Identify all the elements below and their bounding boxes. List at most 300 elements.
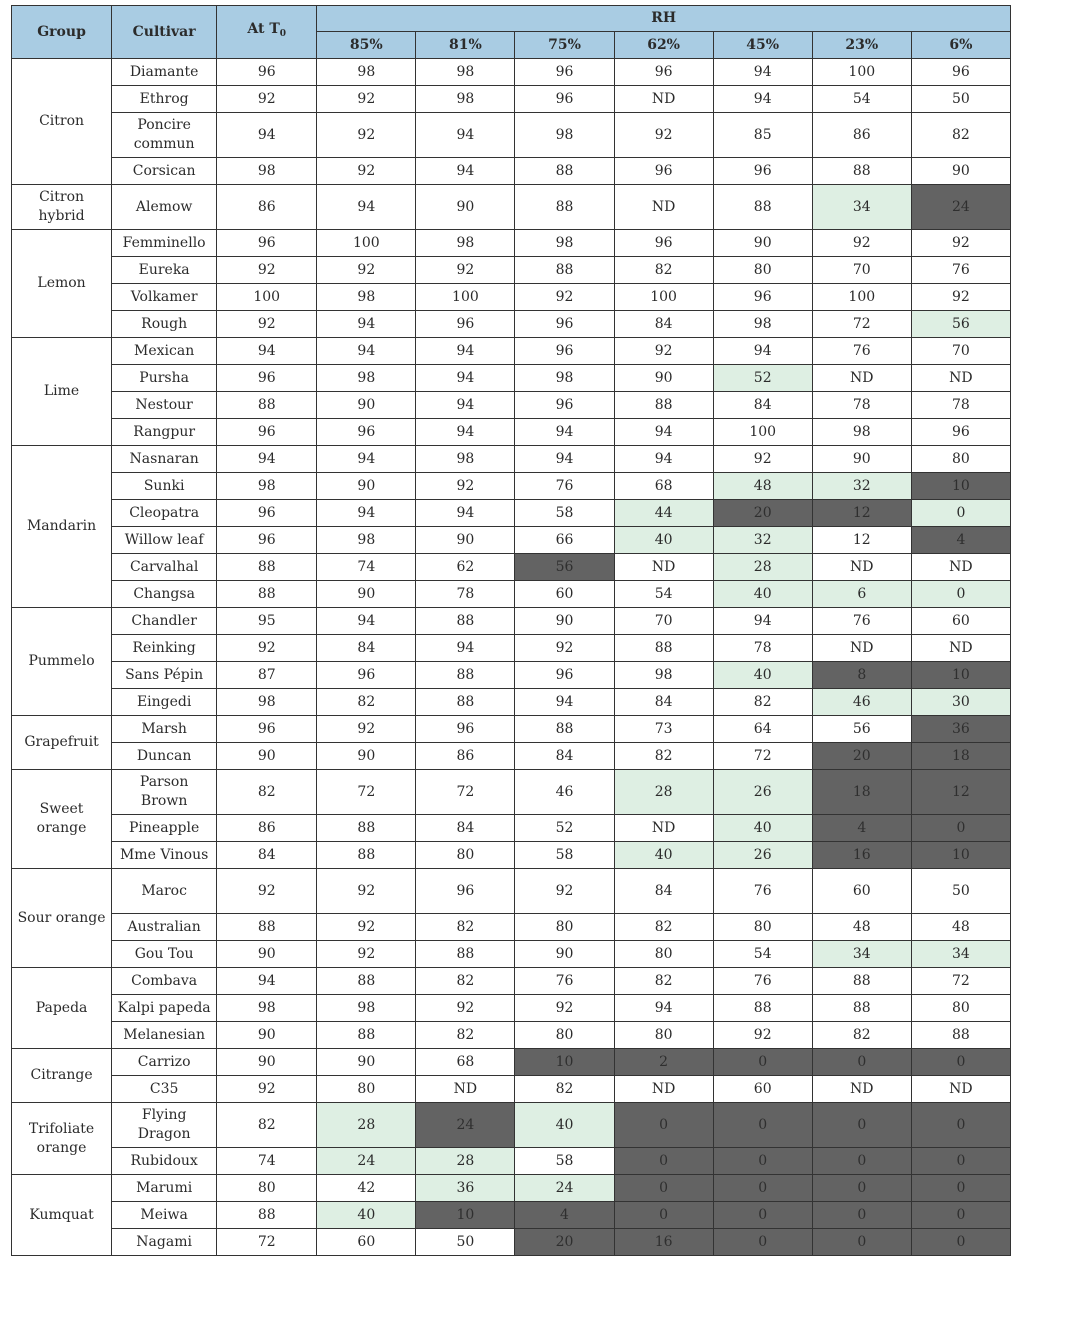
rh-value-cell: 85 [713, 113, 812, 158]
rh-value-cell: 46 [515, 770, 614, 815]
rh-value-cell: 84 [614, 311, 713, 338]
cultivar-cell: Carrizo [112, 1049, 217, 1076]
rh-value-cell: ND [812, 365, 911, 392]
group-cell: Trifoliate orange [12, 1103, 112, 1175]
rh-value-cell: 94 [416, 365, 515, 392]
t0-cell: 100 [217, 284, 317, 311]
rh-value-cell: 92 [317, 941, 416, 968]
rh-value-cell: 0 [911, 815, 1010, 842]
header-t0-subscript: 0 [279, 29, 287, 39]
rh-value-cell: 40 [713, 581, 812, 608]
table-row [12, 869, 1011, 914]
table-row [12, 554, 1011, 581]
table-row [12, 1148, 1011, 1175]
rh-value-cell: 92 [713, 446, 812, 473]
rh-value-cell: 96 [911, 419, 1010, 446]
rh-value-cell: 56 [812, 716, 911, 743]
rh-value-cell: 48 [911, 914, 1010, 941]
rh-value-cell: 98 [515, 113, 614, 158]
table-row [12, 1049, 1011, 1076]
cultivar-cell: Femminello [112, 230, 217, 257]
cultivar-cell: Rangpur [112, 419, 217, 446]
rh-value-cell: 70 [812, 257, 911, 284]
rh-value-cell: 92 [317, 158, 416, 185]
rh-value-cell: 84 [515, 743, 614, 770]
rh-value-cell: 78 [713, 635, 812, 662]
rh-value-cell: 58 [515, 1148, 614, 1175]
rh-value-cell: 88 [614, 635, 713, 662]
rh-value-cell: 92 [614, 338, 713, 365]
rh-value-cell: 96 [515, 59, 614, 86]
group-cell: Kumquat [12, 1175, 112, 1256]
t0-cell: 88 [217, 914, 317, 941]
rh-value-cell: 92 [317, 914, 416, 941]
table-row [12, 968, 1011, 995]
rh-value-cell: 92 [416, 995, 515, 1022]
cultivar-cell: Kalpi papeda [112, 995, 217, 1022]
t0-cell: 94 [217, 446, 317, 473]
rh-value-cell: 60 [812, 869, 911, 914]
table-row [12, 689, 1011, 716]
rh-value-cell: 98 [515, 230, 614, 257]
rh-value-cell: 73 [614, 716, 713, 743]
cultivar-cell: Marumi [112, 1175, 217, 1202]
rh-value-cell: 94 [614, 995, 713, 1022]
rh-value-cell: 80 [416, 842, 515, 869]
rh-value-cell: 0 [812, 1175, 911, 1202]
rh-value-cell: 40 [614, 842, 713, 869]
rh-value-cell: 90 [812, 446, 911, 473]
group-cell: Mandarin [12, 446, 112, 608]
header-rh-level: 75% [515, 32, 614, 59]
table-row [12, 1229, 1011, 1256]
rh-value-cell: 88 [317, 842, 416, 869]
t0-cell: 84 [217, 842, 317, 869]
t0-cell: 88 [217, 554, 317, 581]
rh-value-cell: 94 [713, 608, 812, 635]
rh-value-cell: 96 [713, 158, 812, 185]
rh-value-cell: 20 [812, 743, 911, 770]
rh-value-cell: 94 [515, 689, 614, 716]
t0-cell: 92 [217, 635, 317, 662]
table-row [12, 995, 1011, 1022]
rh-value-cell: 90 [911, 158, 1010, 185]
cultivar-cell: Maroc [112, 869, 217, 914]
cultivar-cell: Volkamer [112, 284, 217, 311]
rh-value-cell: 72 [317, 770, 416, 815]
rh-value-cell: 90 [317, 581, 416, 608]
rh-value-cell: 86 [416, 743, 515, 770]
t0-cell: 96 [217, 230, 317, 257]
rh-value-cell: 70 [614, 608, 713, 635]
rh-value-cell: 48 [713, 473, 812, 500]
rh-value-cell: 96 [713, 284, 812, 311]
rh-value-cell: 94 [515, 446, 614, 473]
rh-value-cell: 78 [416, 581, 515, 608]
rh-value-cell: 98 [317, 995, 416, 1022]
rh-value-cell: 24 [515, 1175, 614, 1202]
cultivar-cell: Rubidoux [112, 1148, 217, 1175]
rh-value-cell: 50 [416, 1229, 515, 1256]
rh-value-cell: 80 [515, 1022, 614, 1049]
table-row [12, 284, 1011, 311]
cultivar-cell: Cleopatra [112, 500, 217, 527]
table-row [12, 1103, 1011, 1148]
rh-value-cell: 16 [614, 1229, 713, 1256]
table-row [12, 392, 1011, 419]
t0-cell: 92 [217, 86, 317, 113]
rh-value-cell: 56 [515, 554, 614, 581]
t0-cell: 82 [217, 770, 317, 815]
table-row [12, 500, 1011, 527]
t0-cell: 86 [217, 815, 317, 842]
rh-value-cell: 82 [515, 1076, 614, 1103]
t0-cell: 96 [217, 365, 317, 392]
rh-value-cell: 92 [317, 716, 416, 743]
rh-value-cell: 96 [515, 311, 614, 338]
cultivar-cell: Meiwa [112, 1202, 217, 1229]
rh-value-cell: 26 [713, 842, 812, 869]
table-row [12, 365, 1011, 392]
rh-value-cell: 98 [416, 230, 515, 257]
rh-value-cell: 88 [713, 185, 812, 230]
t0-cell: 92 [217, 1076, 317, 1103]
rh-value-cell: 92 [515, 635, 614, 662]
cultivar-cell: Eureka [112, 257, 217, 284]
rh-value-cell: 0 [911, 1202, 1010, 1229]
rh-value-cell: 0 [911, 1103, 1010, 1148]
rh-value-cell: 44 [614, 500, 713, 527]
rh-value-cell: 94 [416, 392, 515, 419]
t0-cell: 95 [217, 608, 317, 635]
rh-value-cell: 40 [515, 1103, 614, 1148]
rh-value-cell: ND [614, 554, 713, 581]
rh-value-cell: 60 [713, 1076, 812, 1103]
t0-cell: 90 [217, 1049, 317, 1076]
rh-value-cell: 80 [614, 1022, 713, 1049]
group-cell: Citron [12, 59, 112, 185]
rh-value-cell: 0 [614, 1148, 713, 1175]
rh-value-cell: 80 [911, 446, 1010, 473]
rh-value-cell: 90 [317, 392, 416, 419]
group-cell: Lemon [12, 230, 112, 338]
rh-value-cell: 0 [713, 1049, 812, 1076]
rh-value-cell: 96 [614, 158, 713, 185]
header-rh-level: 81% [416, 32, 515, 59]
rh-value-cell: 92 [812, 230, 911, 257]
rh-value-cell: 58 [515, 842, 614, 869]
cultivar-cell: Flying Dragon [112, 1103, 217, 1148]
rh-value-cell: 92 [317, 113, 416, 158]
rh-value-cell: 18 [812, 770, 911, 815]
cultivar-cell: Mme Vinous [112, 842, 217, 869]
rh-value-cell: 8 [812, 662, 911, 689]
rh-value-cell: 20 [713, 500, 812, 527]
rh-value-cell: 54 [812, 86, 911, 113]
rh-value-cell: 34 [812, 185, 911, 230]
cultivar-cell: Changsa [112, 581, 217, 608]
rh-value-cell: 10 [515, 1049, 614, 1076]
rh-value-cell: 92 [911, 284, 1010, 311]
rh-value-cell: 52 [515, 815, 614, 842]
rh-value-cell: 88 [515, 158, 614, 185]
t0-cell: 80 [217, 1175, 317, 1202]
rh-value-cell: 76 [812, 608, 911, 635]
rh-value-cell: 72 [911, 968, 1010, 995]
t0-cell: 88 [217, 1202, 317, 1229]
rh-value-cell: 0 [911, 1175, 1010, 1202]
t0-cell: 98 [217, 158, 317, 185]
rh-value-cell: 32 [812, 473, 911, 500]
rh-value-cell: 10 [911, 473, 1010, 500]
rh-value-cell: 92 [416, 473, 515, 500]
t0-cell: 94 [217, 338, 317, 365]
rh-value-cell: 90 [515, 941, 614, 968]
rh-value-cell: 94 [317, 446, 416, 473]
rh-value-cell: 96 [416, 869, 515, 914]
table-row [12, 158, 1011, 185]
rh-value-cell: 86 [812, 113, 911, 158]
rh-value-cell: 50 [911, 86, 1010, 113]
rh-value-cell: 88 [416, 941, 515, 968]
cultivar-cell: Mexican [112, 338, 217, 365]
rh-value-cell: 90 [317, 473, 416, 500]
rh-value-cell: 88 [515, 257, 614, 284]
rh-value-cell: 34 [911, 941, 1010, 968]
rh-value-cell: 40 [713, 662, 812, 689]
rh-value-cell: 30 [911, 689, 1010, 716]
rh-value-cell: 94 [317, 338, 416, 365]
rh-value-cell: 76 [911, 257, 1010, 284]
table-row [12, 581, 1011, 608]
table-row [12, 815, 1011, 842]
rh-value-cell: 84 [614, 689, 713, 716]
rh-value-cell: 60 [911, 608, 1010, 635]
rh-value-cell: 82 [614, 914, 713, 941]
rh-value-cell: 96 [515, 392, 614, 419]
t0-cell: 90 [217, 743, 317, 770]
t0-cell: 88 [217, 392, 317, 419]
rh-value-cell: 40 [713, 815, 812, 842]
table-row [12, 842, 1011, 869]
rh-value-cell: 92 [911, 230, 1010, 257]
rh-value-cell: 36 [911, 716, 1010, 743]
group-cell: Citron hybrid [12, 185, 112, 230]
rh-value-cell: 88 [317, 815, 416, 842]
rh-value-cell: 82 [614, 743, 713, 770]
table-row [12, 230, 1011, 257]
rh-value-cell: 88 [416, 608, 515, 635]
rh-value-cell: 46 [812, 689, 911, 716]
cultivar-cell: Poncire commun [112, 113, 217, 158]
t0-cell: 90 [217, 941, 317, 968]
rh-value-cell: 60 [317, 1229, 416, 1256]
rh-value-cell: 98 [416, 86, 515, 113]
rh-value-cell: 84 [317, 635, 416, 662]
rh-value-cell: 0 [812, 1049, 911, 1076]
group-cell: Sweet orange [12, 770, 112, 869]
cultivar-cell: Melanesian [112, 1022, 217, 1049]
rh-value-cell: 4 [911, 527, 1010, 554]
cultivar-cell: Reinking [112, 635, 217, 662]
rh-value-cell: 96 [317, 662, 416, 689]
rh-value-cell: 84 [416, 815, 515, 842]
rh-value-cell: 10 [911, 842, 1010, 869]
header-group: Group [12, 6, 112, 59]
rh-value-cell: 98 [416, 446, 515, 473]
cultivar-cell: Nasnaran [112, 446, 217, 473]
rh-value-cell: 88 [713, 995, 812, 1022]
rh-value-cell: 80 [713, 914, 812, 941]
rh-value-cell: 92 [317, 86, 416, 113]
rh-value-cell: 28 [614, 770, 713, 815]
rh-value-cell: 84 [713, 392, 812, 419]
table-row [12, 113, 1011, 158]
t0-cell: 87 [217, 662, 317, 689]
rh-value-cell: 92 [416, 257, 515, 284]
rh-value-cell: ND [614, 815, 713, 842]
rh-value-cell: 0 [614, 1175, 713, 1202]
rh-value-cell: 76 [713, 968, 812, 995]
header-t0 [217, 6, 317, 59]
rh-value-cell: 96 [515, 86, 614, 113]
t0-cell: 72 [217, 1229, 317, 1256]
rh-value-cell: 74 [317, 554, 416, 581]
rh-value-cell: 28 [416, 1148, 515, 1175]
rh-value-cell: 24 [317, 1148, 416, 1175]
rh-value-cell: 92 [515, 995, 614, 1022]
rh-value-cell: 90 [317, 743, 416, 770]
rh-value-cell: 90 [317, 1049, 416, 1076]
group-cell: Grapefruit [12, 716, 112, 770]
table-row [12, 662, 1011, 689]
rh-value-cell: 80 [713, 257, 812, 284]
rh-value-cell: 96 [614, 230, 713, 257]
group-cell: Pummelo [12, 608, 112, 716]
t0-cell: 96 [217, 419, 317, 446]
rh-value-cell: 0 [713, 1103, 812, 1148]
rh-value-cell: 88 [515, 716, 614, 743]
rh-value-cell: 96 [515, 338, 614, 365]
rh-value-cell: 94 [317, 185, 416, 230]
rh-value-cell: 88 [812, 995, 911, 1022]
t0-cell: 74 [217, 1148, 317, 1175]
cultivar-cell: Parson Brown [112, 770, 217, 815]
rh-value-cell: 18 [911, 743, 1010, 770]
cultivar-cell: Carvalhal [112, 554, 217, 581]
rh-value-cell: 0 [713, 1229, 812, 1256]
cultivar-cell: Pineapple [112, 815, 217, 842]
table-row [12, 473, 1011, 500]
rh-value-cell: 0 [812, 1103, 911, 1148]
table-row [12, 86, 1011, 113]
rh-value-cell: 72 [812, 311, 911, 338]
rh-value-cell: 94 [713, 338, 812, 365]
rh-value-cell: 72 [416, 770, 515, 815]
cultivar-cell: Marsh [112, 716, 217, 743]
rh-value-cell: 94 [515, 419, 614, 446]
rh-value-cell: 82 [614, 257, 713, 284]
rh-value-cell: 40 [614, 527, 713, 554]
rh-value-cell: 24 [911, 185, 1010, 230]
rh-value-cell: 96 [911, 59, 1010, 86]
rh-value-cell: 94 [713, 59, 812, 86]
rh-value-cell: 82 [416, 1022, 515, 1049]
rh-value-cell: ND [416, 1076, 515, 1103]
rh-value-cell: 60 [515, 581, 614, 608]
table-header [12, 6, 1011, 59]
rh-value-cell: 0 [911, 1148, 1010, 1175]
table-row [12, 311, 1011, 338]
rh-value-cell: 98 [713, 311, 812, 338]
header-rh-level: 62% [614, 32, 713, 59]
rh-value-cell: 16 [812, 842, 911, 869]
rh-value-cell: 80 [614, 941, 713, 968]
rh-value-cell: 94 [317, 311, 416, 338]
rh-value-cell: 80 [911, 995, 1010, 1022]
t0-cell: 94 [217, 113, 317, 158]
rh-value-cell: 36 [416, 1175, 515, 1202]
t0-cell: 96 [217, 716, 317, 743]
t0-cell: 96 [217, 59, 317, 86]
group-cell: Sour orange [12, 869, 112, 968]
rh-value-cell: 54 [614, 581, 713, 608]
rh-value-cell: 66 [515, 527, 614, 554]
t0-cell: 98 [217, 995, 317, 1022]
rh-value-cell: 98 [416, 59, 515, 86]
rh-value-cell: 96 [317, 419, 416, 446]
rh-value-cell: 0 [614, 1202, 713, 1229]
rh-value-cell: 94 [416, 635, 515, 662]
rh-value-cell: 0 [911, 1049, 1010, 1076]
rh-value-cell: 100 [713, 419, 812, 446]
rh-value-cell: 100 [317, 230, 416, 257]
rh-value-cell: 100 [614, 284, 713, 311]
rh-value-cell: 92 [317, 257, 416, 284]
rh-value-cell: 82 [317, 689, 416, 716]
table-row [12, 716, 1011, 743]
rh-value-cell: 12 [812, 500, 911, 527]
cultivar-cell: C35 [112, 1076, 217, 1103]
t0-cell: 98 [217, 689, 317, 716]
table-row [12, 1175, 1011, 1202]
rh-value-cell: 68 [614, 473, 713, 500]
rh-value-cell: 94 [416, 419, 515, 446]
rh-value-cell: 94 [416, 158, 515, 185]
rh-value-cell: 98 [317, 527, 416, 554]
table-row [12, 419, 1011, 446]
rh-value-cell: 92 [317, 869, 416, 914]
table-row [12, 743, 1011, 770]
rh-value-cell: 82 [911, 113, 1010, 158]
t0-cell: 96 [217, 527, 317, 554]
table-row [12, 608, 1011, 635]
rh-value-cell: 98 [317, 365, 416, 392]
t0-cell: 88 [217, 581, 317, 608]
rh-value-cell: 78 [812, 392, 911, 419]
rh-value-cell: 88 [317, 1022, 416, 1049]
rh-value-cell: 96 [515, 662, 614, 689]
rh-value-cell: ND [812, 635, 911, 662]
rh-value-cell: 0 [812, 1148, 911, 1175]
t0-cell: 98 [217, 473, 317, 500]
table-row [12, 185, 1011, 230]
rh-value-cell: 78 [911, 392, 1010, 419]
rh-value-cell: 2 [614, 1049, 713, 1076]
rh-value-cell: 92 [515, 869, 614, 914]
cultivar-cell: Willow leaf [112, 527, 217, 554]
rh-value-cell: 82 [812, 1022, 911, 1049]
